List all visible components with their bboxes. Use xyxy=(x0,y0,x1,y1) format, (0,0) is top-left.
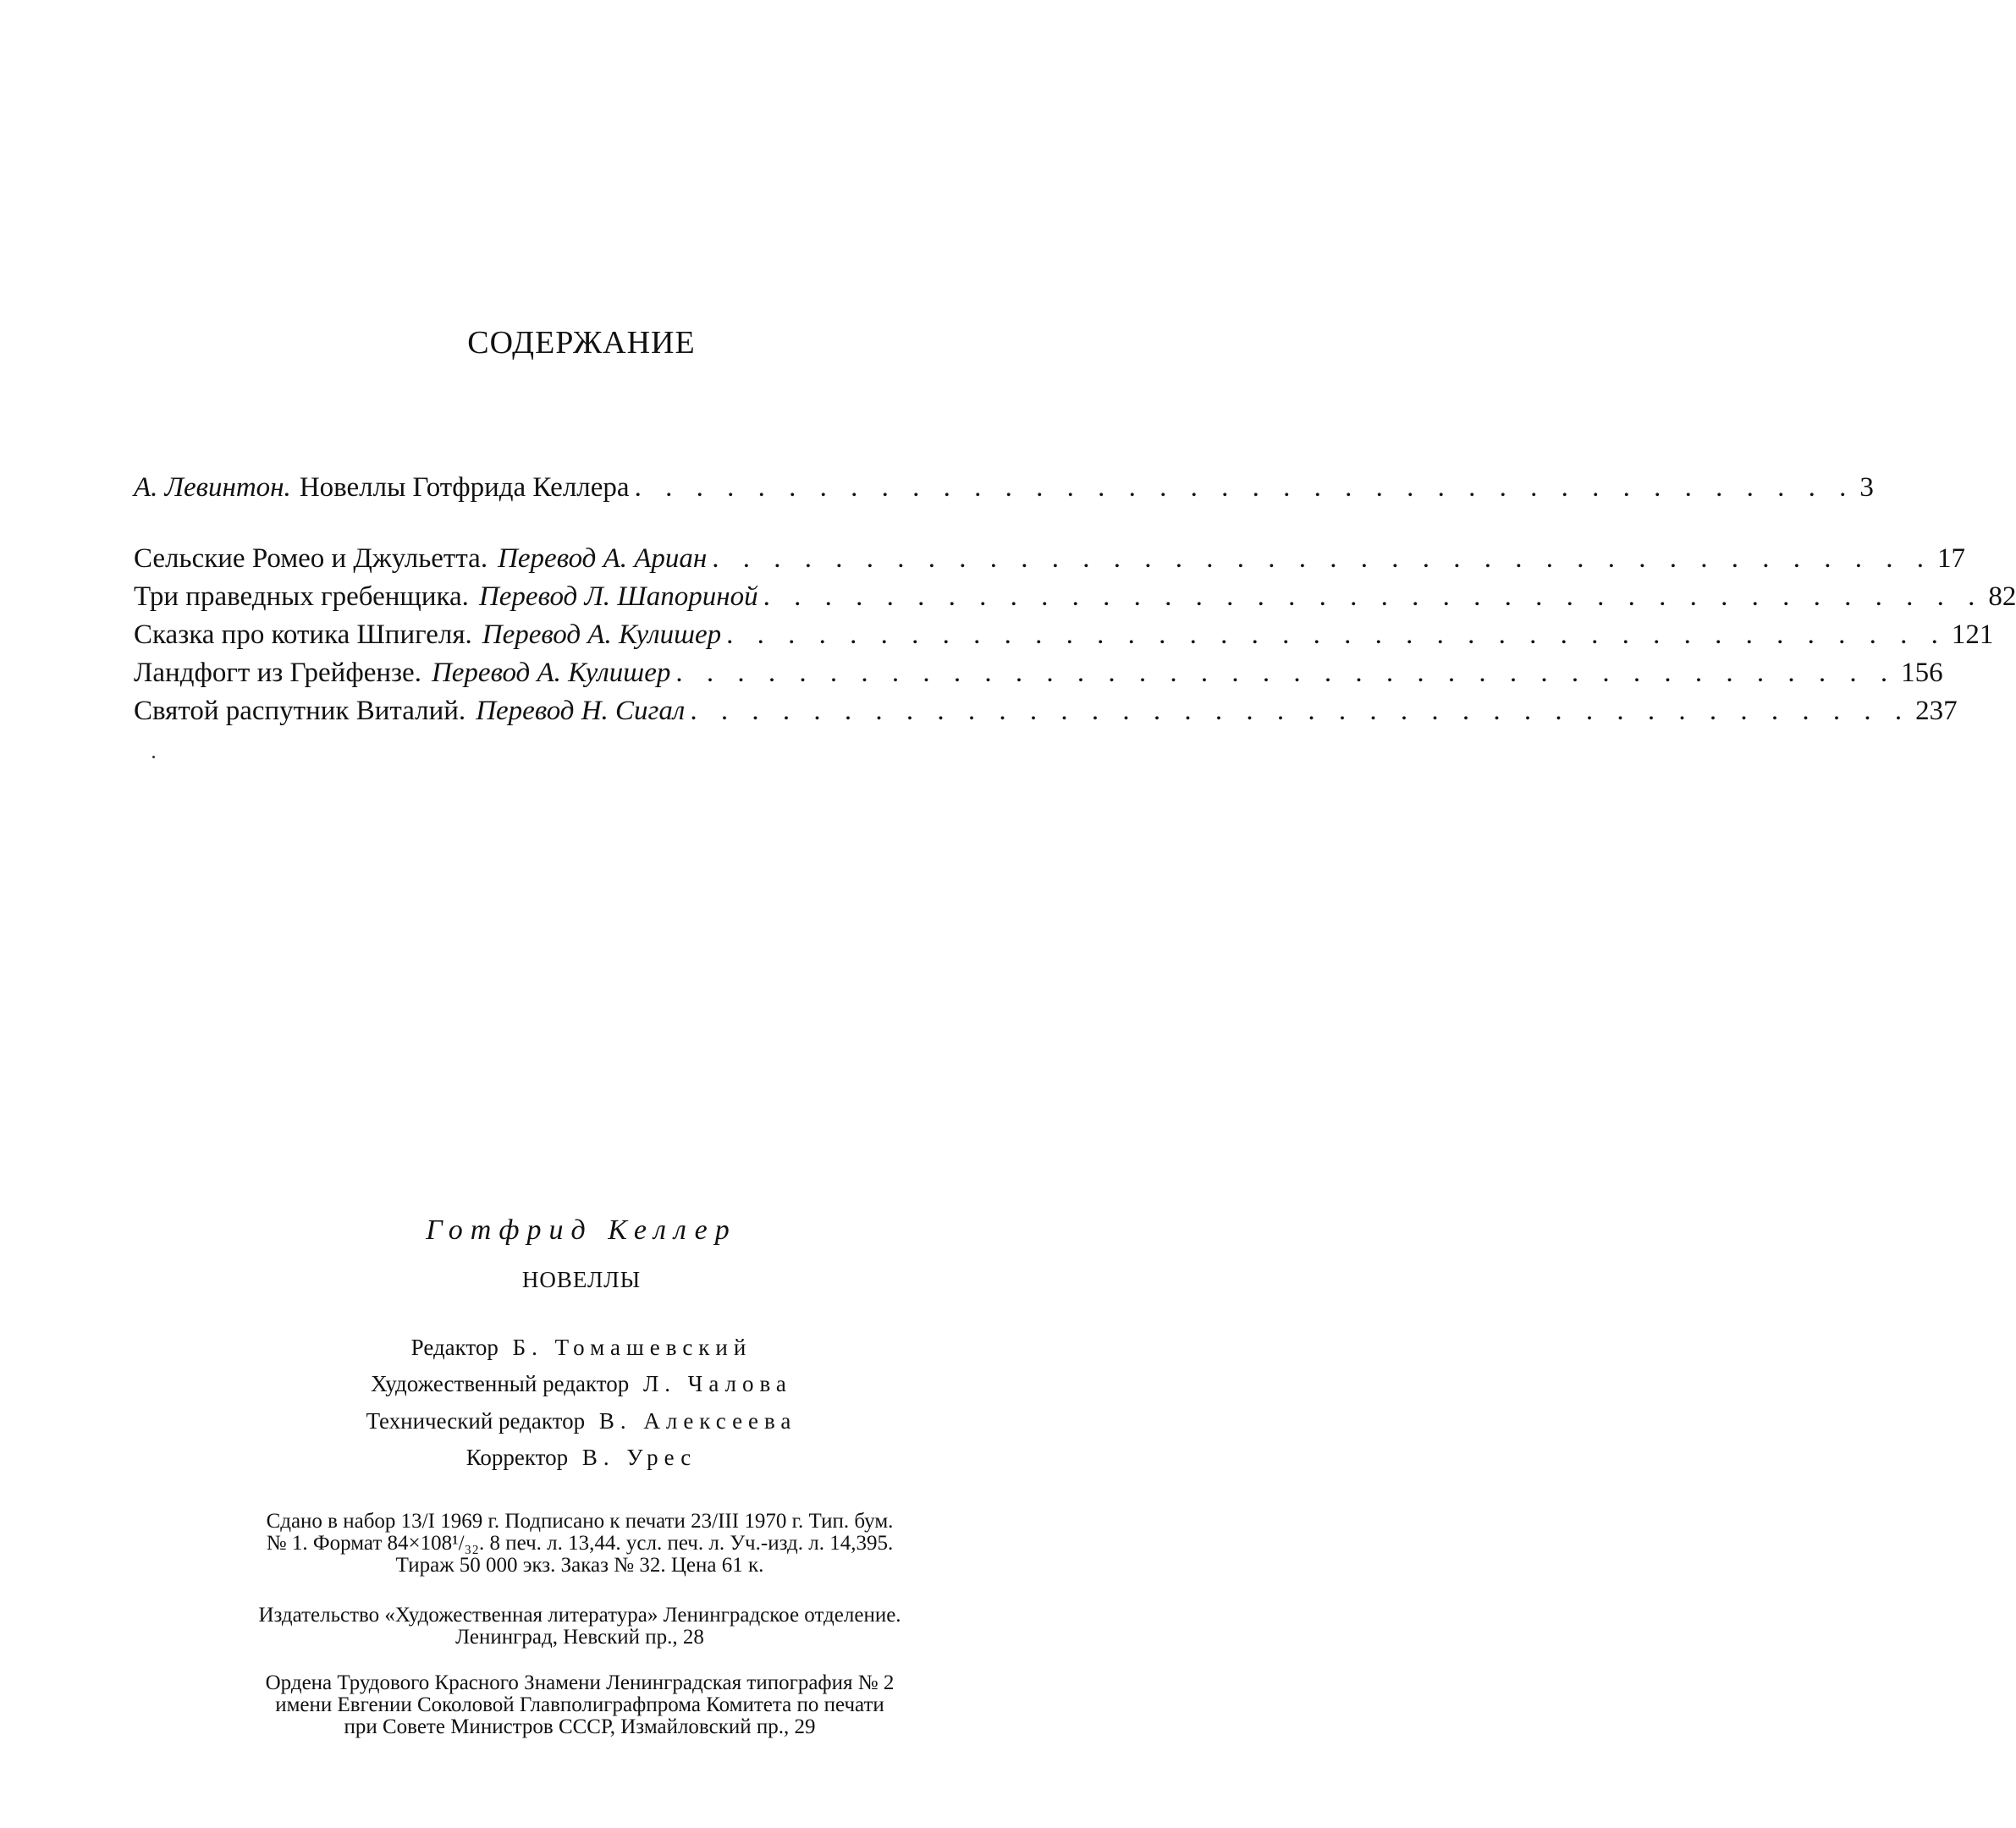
toc-entry-page: 3 xyxy=(1859,472,1874,503)
publisher-line: Ленинград, Невский пр., 28 xyxy=(455,1626,704,1649)
staff-role: Редактор xyxy=(410,1335,498,1360)
staff-name: Л. Чалова xyxy=(642,1371,792,1396)
toc-entry-translator: Перевод А. Кулишер xyxy=(431,658,671,688)
toc-entry-title: Святой распутник Виталий. xyxy=(134,696,466,726)
staff-name: Б. Томашевский xyxy=(512,1335,752,1360)
toc-entry-leader: . . . . . . . . . . . . . . . . . . . . . . . . . . . . . . . . . . . . . . . . xyxy=(726,619,1947,650)
toc-entry xyxy=(134,471,1874,504)
toc-entry-page: 237 xyxy=(1915,696,1958,726)
print-speck xyxy=(152,756,155,758)
staff-role: Технический редактор xyxy=(366,1408,586,1434)
toc-entry-translator: Перевод А. Кулишер xyxy=(482,619,722,650)
toc-entry-page: 156 xyxy=(1901,658,1943,688)
toc-entry-translator: Перевод А. Ариан xyxy=(498,543,708,574)
toc-entry-title: Сельские Ромео и Джульетта. xyxy=(134,543,488,574)
toc-entry-title: Новеллы Готфрида Келлера xyxy=(299,472,630,503)
toc-entry-leader: . . . . . . . . . . . . . . . . . . . . . . . . . . . . . . . . . . . . . . . . xyxy=(675,658,1897,688)
printer-line: при Совете Министров СССР, Измайловский пр., 29 xyxy=(344,1715,816,1738)
staff-line xyxy=(0,1335,1163,1361)
colophon-author: Готфрид Келлер xyxy=(426,1214,737,1246)
printing-line: Тираж 50 000 экз. Заказ № 32. Цена 61 к. xyxy=(395,1554,764,1577)
staff-line xyxy=(0,1408,1163,1434)
toc-entry xyxy=(134,542,1966,575)
toc-entry-title: Три праведных гребенщика. xyxy=(134,581,469,612)
staff-name: В. Урес xyxy=(581,1445,697,1470)
toc-entry-title: Сказка про котика Шпигеля. xyxy=(134,619,472,650)
toc-entry-leader: . . . . . . . . . . . . . . . . . . . . . . . . . . . . . . . . . . . . . . . . xyxy=(763,581,1984,612)
staff-line xyxy=(0,1445,1163,1471)
staff-line xyxy=(0,1371,1163,1397)
toc-heading: СОДЕРЖАНИЕ xyxy=(467,325,696,361)
toc-entry-leader: . . . . . . . . . . . . . . . . . . . . . . . . . . . . . . . . . . . . . . . . xyxy=(712,543,1933,574)
toc-entry-author: А. Левинтон. xyxy=(134,472,291,503)
printer-line: Ордена Трудового Красного Знамени Ленинградская типография № 2 xyxy=(265,1671,895,1694)
printer-line: имени Евгении Соколовой Главполиграфпрома Комитета по печати xyxy=(275,1693,884,1716)
toc-entry-leader: . . . . . . . . . . . . . . . . . . . . . . . . . . . . . . . . . . . . . . . . xyxy=(690,696,1911,726)
toc-entry-translator: Перевод Н. Сигал xyxy=(476,696,686,726)
toc-entry-page: 82 xyxy=(1988,581,2016,612)
toc-entry-page: 17 xyxy=(1937,543,1966,574)
toc-entry xyxy=(134,656,1943,690)
toc-entry-title: Ландфогт из Грейфензе. xyxy=(134,658,421,688)
toc-entry xyxy=(134,580,2016,614)
toc-entry-translator: Перевод Л. Шапориной xyxy=(478,581,758,612)
publisher-line: Издательство «Художественная литература» Ленинградское отделение. xyxy=(258,1604,901,1627)
publisher-details xyxy=(134,1605,1026,1649)
staff-role: Художественный редактор xyxy=(371,1371,630,1396)
staff-name: В. Алексеева xyxy=(598,1408,797,1434)
printing-line: № 1. Формат 84×108¹/₃₂. 8 печ. л. 13,44. усл. печ. л. Уч.-изд. л. 14,395. xyxy=(266,1532,894,1555)
staff-role: Корректор xyxy=(465,1445,569,1470)
printing-details xyxy=(134,1511,1026,1577)
toc-entry xyxy=(134,694,1958,728)
printing-line: Сдано в набор 13/I 1969 г. Подписано к печати 23/III 1970 г. Тип. бум. xyxy=(266,1510,894,1533)
toc-entry-leader: . . . . . . . . . . . . . . . . . . . . . . . . . . . . . . . . . . . . . . . . xyxy=(634,472,1855,503)
colophon-title: НОВЕЛЛЫ xyxy=(521,1267,642,1292)
printer-details xyxy=(134,1672,1026,1738)
toc-entry xyxy=(134,618,1994,652)
toc-entry-page: 121 xyxy=(1951,619,1994,650)
